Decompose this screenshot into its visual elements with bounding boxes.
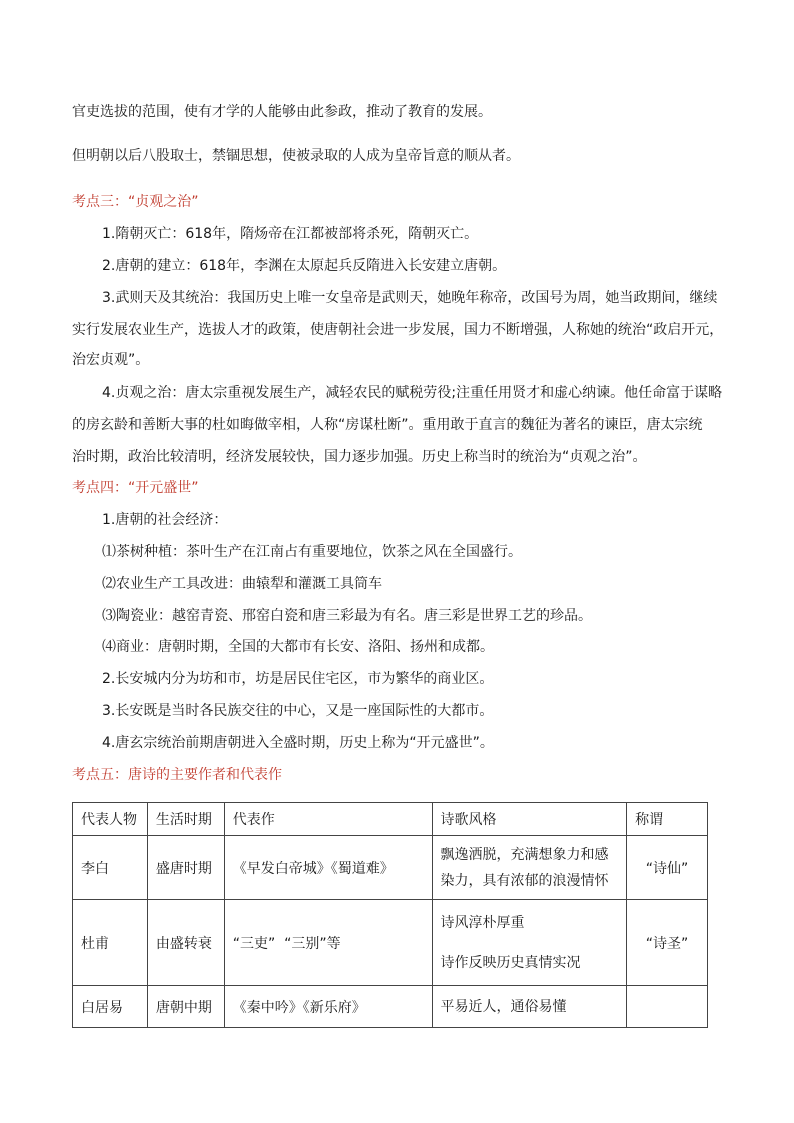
cell-works: “三吏” “三别”等 [224, 900, 432, 986]
table-row [73, 900, 708, 986]
list-item: 1.唐朝的社会经济： [102, 512, 228, 528]
table-row [73, 986, 708, 1028]
cell-style [432, 900, 627, 986]
header-cell: 称谓 [627, 803, 708, 836]
cell-period: 唐朝中期 [147, 986, 224, 1028]
list-item-continued: 的房玄龄和善断大事的杜如晦做宰相，人称“房谋杜断”。重用敢于直言的魏征为著名的谏臣，唐太宗统 [72, 417, 703, 433]
style-line: 染力，具有浓郁的浪漫情怀 [440, 872, 609, 889]
list-item: ⑵农业生产工具改进：曲辕犁和灌溉工具筒车 [102, 576, 382, 592]
list-item: ⑷商业：唐朝时期，全国的大都市有长安、洛阳、扬州和成都。 [102, 639, 494, 655]
table-row [73, 836, 708, 900]
style-line: 平易近人，通俗易懂 [440, 998, 567, 1015]
list-item-continued: 治宏贞观”。 [72, 352, 150, 368]
cell-person: 李白 [73, 836, 148, 900]
list-item: 3.长安既是当时各民族交往的中心，又是一座国际性的大都市。 [102, 703, 494, 719]
list-item: 4.唐玄宗统治前期唐朝进入全盛时期，历史上称为“开元盛世”。 [102, 735, 494, 751]
cell-title: “诗圣” [627, 900, 708, 986]
section-heading-5: 考点五：唐诗的主要作者和代表作 [72, 767, 282, 783]
section-heading-3: 考点三：“贞观之治” [72, 194, 199, 210]
list-item: 2.长安城内分为坊和市，坊是居民住宅区，市为繁华的商业区。 [102, 671, 494, 687]
cell-period: 盛唐时期 [147, 836, 224, 900]
cell-style [432, 836, 627, 900]
header-cell: 生活时期 [147, 803, 224, 836]
list-item: 2.唐朝的建立：618年，李渊在太原起兵反隋进入长安建立唐朝。 [102, 258, 507, 274]
list-item: 4.贞观之治：唐太宗重视发展生产，减轻农民的赋税劳役;注重任用贤才和虚心纳谏。他任命富于谋略 [102, 385, 723, 401]
list-item: 3.武则天及其统治：我国历史上唯一女皇帝是武则天，她晚年称帝，改国号为周，她当政期间，继续 [102, 290, 718, 306]
style-line: 诗作反映历史真情实况 [440, 954, 581, 971]
list-item: ⑴茶树种植：茶叶生产在江南占有重要地位，饮茶之风在全国盛行。 [102, 544, 522, 560]
list-item: 1.隋朝灭亡：618年，隋炀帝在江都被部将杀死，隋朝灭亡。 [102, 226, 479, 242]
style-line: 诗风淳朴厚重 [440, 914, 525, 931]
header-cell: 代表作 [224, 803, 432, 836]
header-cell: 诗歌风格 [432, 803, 627, 836]
section-heading-4: 考点四：“开元盛世” [72, 480, 199, 496]
cell-style [432, 986, 627, 1028]
cell-title [627, 986, 708, 1028]
cell-person: 白居易 [73, 986, 148, 1028]
header-cell: 代表人物 [73, 803, 148, 836]
list-item-continued: 治时期，政治比较清明，经济发展较快，国力逐步加强。历史上称当时的统治为“贞观之治”。 [72, 449, 647, 465]
cell-title: “诗仙” [627, 836, 708, 900]
style-line: 飘逸洒脱，充满想象力和感 [440, 846, 609, 863]
list-item: ⑶陶瓷业：越窑青瓷、邢窑白瓷和唐三彩最为有名。唐三彩是世界工艺的珍品。 [102, 608, 592, 624]
paragraph-line: 官吏选拔的范围，使有才学的人能够由此参政，推动了教育的发展。 [72, 104, 492, 120]
cell-person: 杜甫 [73, 900, 148, 986]
cell-works: 《秦中吟》《新乐府》 [224, 986, 432, 1028]
table-header-row [73, 803, 708, 836]
paragraph-line: 但明朝以后八股取士，禁锢思想，使被录取的人成为皇帝旨意的顺从者。 [72, 148, 520, 164]
cell-period: 由盛转衰 [147, 900, 224, 986]
poets-table [72, 802, 708, 1028]
list-item-continued: 实行发展农业生产，选拔人才的政策，使唐朝社会进一步发展，国力不断增强，人称她的统治“政启开元， [72, 322, 724, 338]
cell-works: 《早发白帝城》《蜀道难》 [224, 836, 432, 900]
